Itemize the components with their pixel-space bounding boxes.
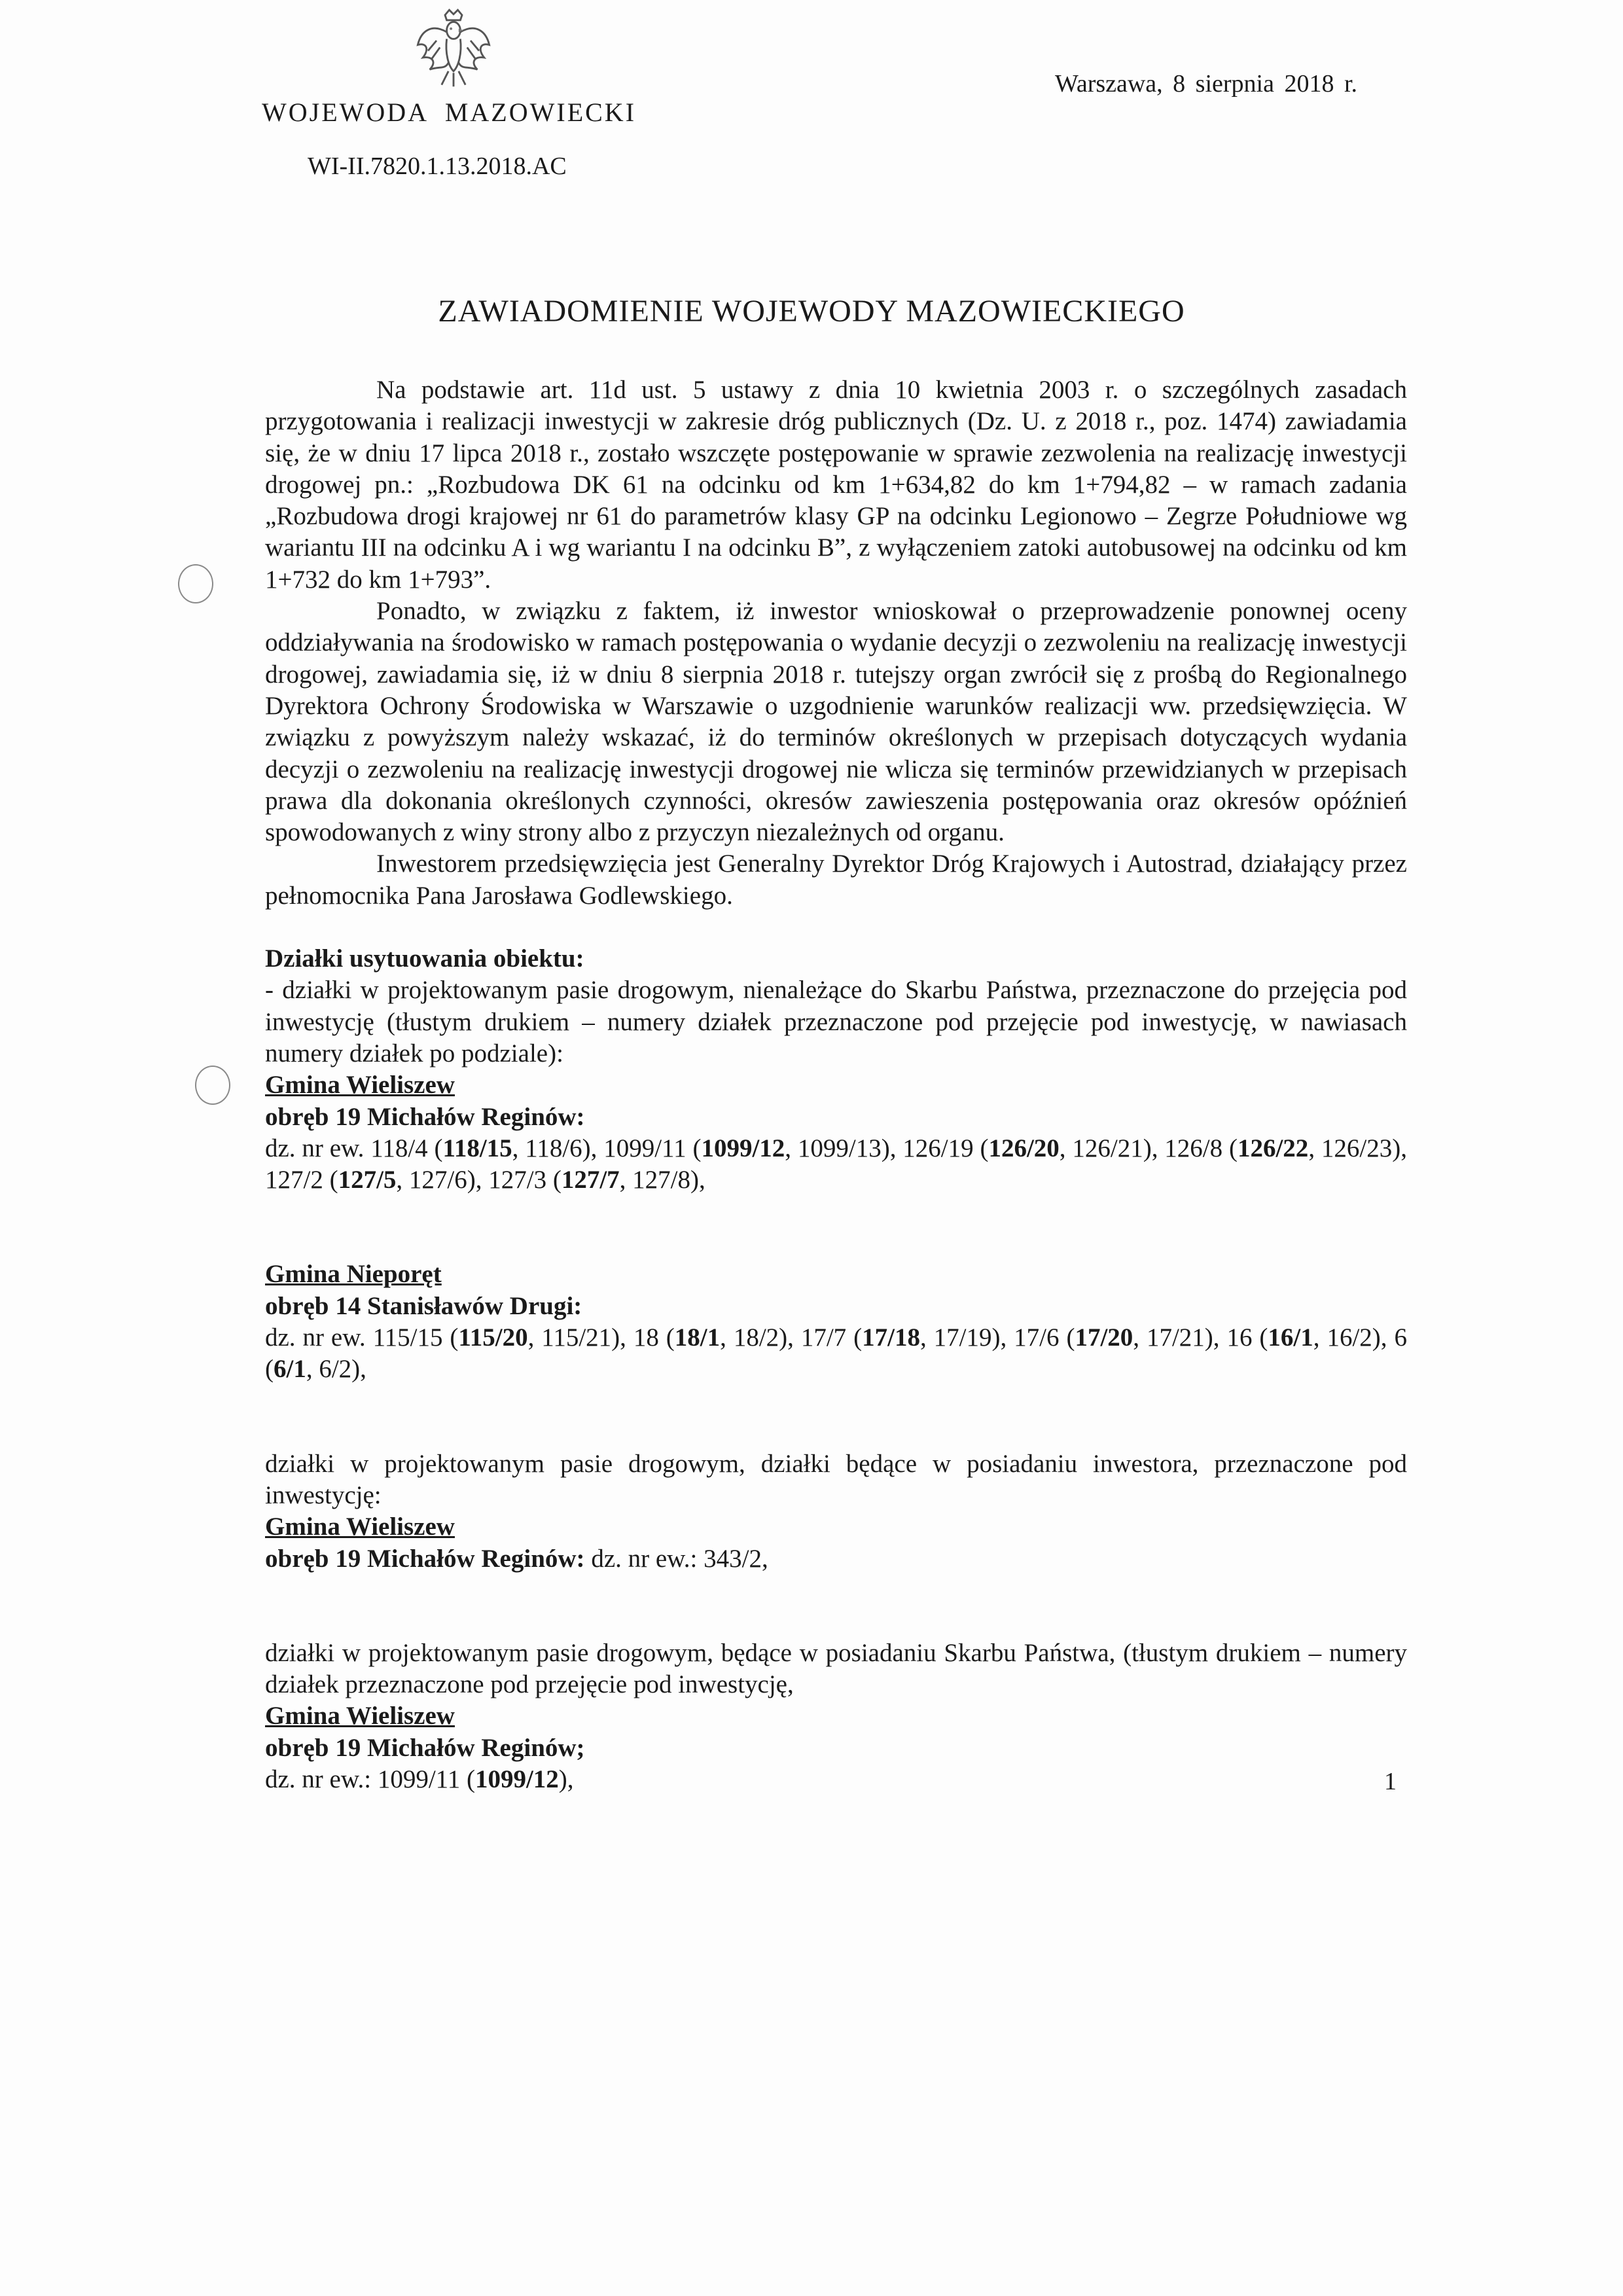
plot-number-runs [265,1134,1407,1194]
spacer [265,1386,1407,1448]
plot-number-text: , 126/21), 126/8 ( [1059,1134,1238,1162]
plot-number-acquired: 1099/12 [701,1134,785,1162]
spacer [265,1196,1407,1259]
plot-number-acquired: 127/7 [561,1166,620,1194]
spacer [265,1575,1407,1638]
plot-number-acquired: 127/5 [338,1166,397,1194]
plots-intro-state: działki w projektowanym pasie drogowym, będące w posiadaniu Skarbu Państwa, (tłustym drukiem – numery działek przeznaczone pod przejęcie pod inwestycję, [265,1638,1407,1699]
gmina-name: Gmina Wieliszew [265,1071,455,1100]
punch-hole-mark [195,1066,230,1105]
plot-number-acquired: 18/1 [674,1323,721,1352]
document-title: ZAWIADOMIENIE WOJEWODY MAZOWIECKIEGO [438,294,1185,329]
paragraph-investor: Inwestorem przedsięwzięcia jest Generalny Dyrektor Dróg Krajowych i Autostrad, działający przez pełnomocnika Pana Jarosława Godlewskiego. [265,850,1407,910]
page-number: 1 [1384,1768,1397,1795]
obreb-name: obręb 19 Michałów Reginów; [265,1733,585,1762]
plot-number-text: 115/15 ( [365,1323,459,1352]
plot-number-text: , 17/21), 16 ( [1133,1323,1268,1352]
polish-eagle-emblem-icon [411,7,496,92]
plot-number-acquired: 126/22 [1237,1134,1309,1162]
document-body [265,374,1407,1795]
plot-number-text: 118/4 ( [364,1134,443,1162]
plot-list-wieliszew: dz. nr ew. 118/4 (118/15, 118/6), 1099/11 (1099/12, 1099/13), 126/19 (126/20, 126/21), 126/8 (126/22, 126/23), 127/2 (127/5, 127/6), 127/3 (127/7, 127/8), [265,1134,1407,1194]
obreb-line: obręb 19 Michałów Reginów: dz. nr ew.: 343/2, [265,1544,768,1573]
plots-intro-investor: działki w projektowanym pasie drogowym, działki będące w posiadaniu inwestora, przeznaczone pod inwestycję: [265,1449,1407,1509]
plot-number-acquired: 17/20 [1075,1323,1133,1352]
plot-list-nieporet: dz. nr ew. 115/15 (115/20, 115/21), 18 (18/1, 18/2), 17/7 (17/18, 17/19), 17/6 (17/20, 17/21), 16 (16/1, 16/2), 6 (6/1, 6/2), [265,1323,1407,1384]
plot-number-text: , 127/6), 127/3 ( [396,1166,562,1194]
plot-number-acquired: 16/1 [1268,1323,1313,1352]
plot-number-runs [265,1323,1407,1383]
paragraph-notice: Na podstawie art. 11d ust. 5 ustawy z dnia 10 kwietnia 2003 r. o szczególnych zasadach przygotowania i realizacji inwestycji w zakresie dróg publicznych (Dz. U. z 2018 r., poz. 1474) zawiadamia się, że w dniu 17 lipca 2018 r., zostało wszczęte postępowanie w sprawie zezwolenia na realizację inwestycji drogowej pn.: „Rozbudowa DK 61 na odcinku od km 1+634,82 do km 1+794,82 – w ramach zadania „Rozbudowa drogi krajowej nr 61 do parametrów klasy GP na odcinku Legionowo – Zegrze Południowe wg wariantu III na odcinku A i wg wariantu I na odcinku B”, z wyłączeniem zatoki autobusowej na odcinku od km 1+732 do km 1+793”. [265,376,1407,594]
plots-heading: Działki usytuowania obiektu: [265,944,584,973]
plot-number-acquired: 115/20 [458,1323,528,1352]
plots-intro-private: - działki w projektowanym pasie drogowym, nienależące do Skarbu Państwa, przeznaczone do przejęcia pod inwestycję (tłustym drukiem – numery działek przeznaczone pod przejęcie pod inwestycję, w nawiasach numery działek po podziale): [265,976,1407,1067]
case-number: WI-II.7820.1.13.2018.AC [308,152,567,180]
plot-number-text: , 126/23), 127/2 ( [265,1134,1407,1194]
plot-number-text: , 17/19), 17/6 ( [919,1323,1075,1352]
plot-number-acquired: 6/1 [274,1355,306,1384]
gmina-name: Gmina Nieporęt [265,1260,442,1289]
place-and-date: Warszawa, 8 sierpnia 2018 r. [1055,70,1358,98]
paragraph-assessment: Ponadto, w związku z faktem, iż inwestor wnioskował o przeprowadzenie ponownej oceny oddziaływania na środowisko w ramach postępowania o wydanie decyzji o zezwoleniu na realizację inwestycji drogowej, zawiadamia się, iż w dniu 8 sierpnia 2018 r. tutejszy organ zwrócił się z prośbą do Regionalnego Dyrektora Ochrony Środowiska w Warszawie o uzgodnienie warunków realizacji ww. przedsięwzięcia. W związku z powyższym należy wskazać, iż do terminów określonych w przepisach dotyczących wydania decyzji o zezwoleniu na realizację inwestycji drogowej nie wlicza się terminów przewidzianych w przepisach prawa dla dokonania określonych czynności, okresów zawieszenia postępowania oraz okresów opóźnień spowodowanych z winy strony albo z przyczyn niezależnych od organu. [265,597,1407,847]
issuing-authority: WOJEWODA MAZOWIECKI [262,98,637,127]
plot-number-acquired: 118/15 [442,1134,512,1162]
plot-number-text: , 18/2), 17/7 ( [720,1323,863,1352]
plot-number-text: , 1099/13), 126/19 ( [785,1134,989,1162]
obreb-name: obręb 19 Michałów Reginów: [265,1102,585,1131]
plot-number-text: , 118/6), 1099/11 ( [512,1134,702,1162]
plot-number-text: , 115/21), 18 ( [527,1323,675,1352]
gmina-name: Gmina Wieliszew [265,1513,455,1541]
plot-number-text: , 16/2), 6 ( [265,1323,1407,1384]
plot-number-text: , 127/8), [619,1166,705,1194]
plot-number-acquired: 126/20 [988,1134,1060,1162]
obreb-name: obręb 14 Stanisławów Drugi: [265,1291,582,1320]
punch-hole-mark [178,564,213,603]
gmina-name: Gmina Wieliszew [265,1702,455,1731]
spacer [265,912,1407,943]
plot-number-text: , 6/2), [306,1355,366,1384]
plot-list-state: dz. nr ew.: 1099/11 (1099/12), [265,1765,574,1793]
plot-number-acquired: 17/18 [862,1323,920,1352]
